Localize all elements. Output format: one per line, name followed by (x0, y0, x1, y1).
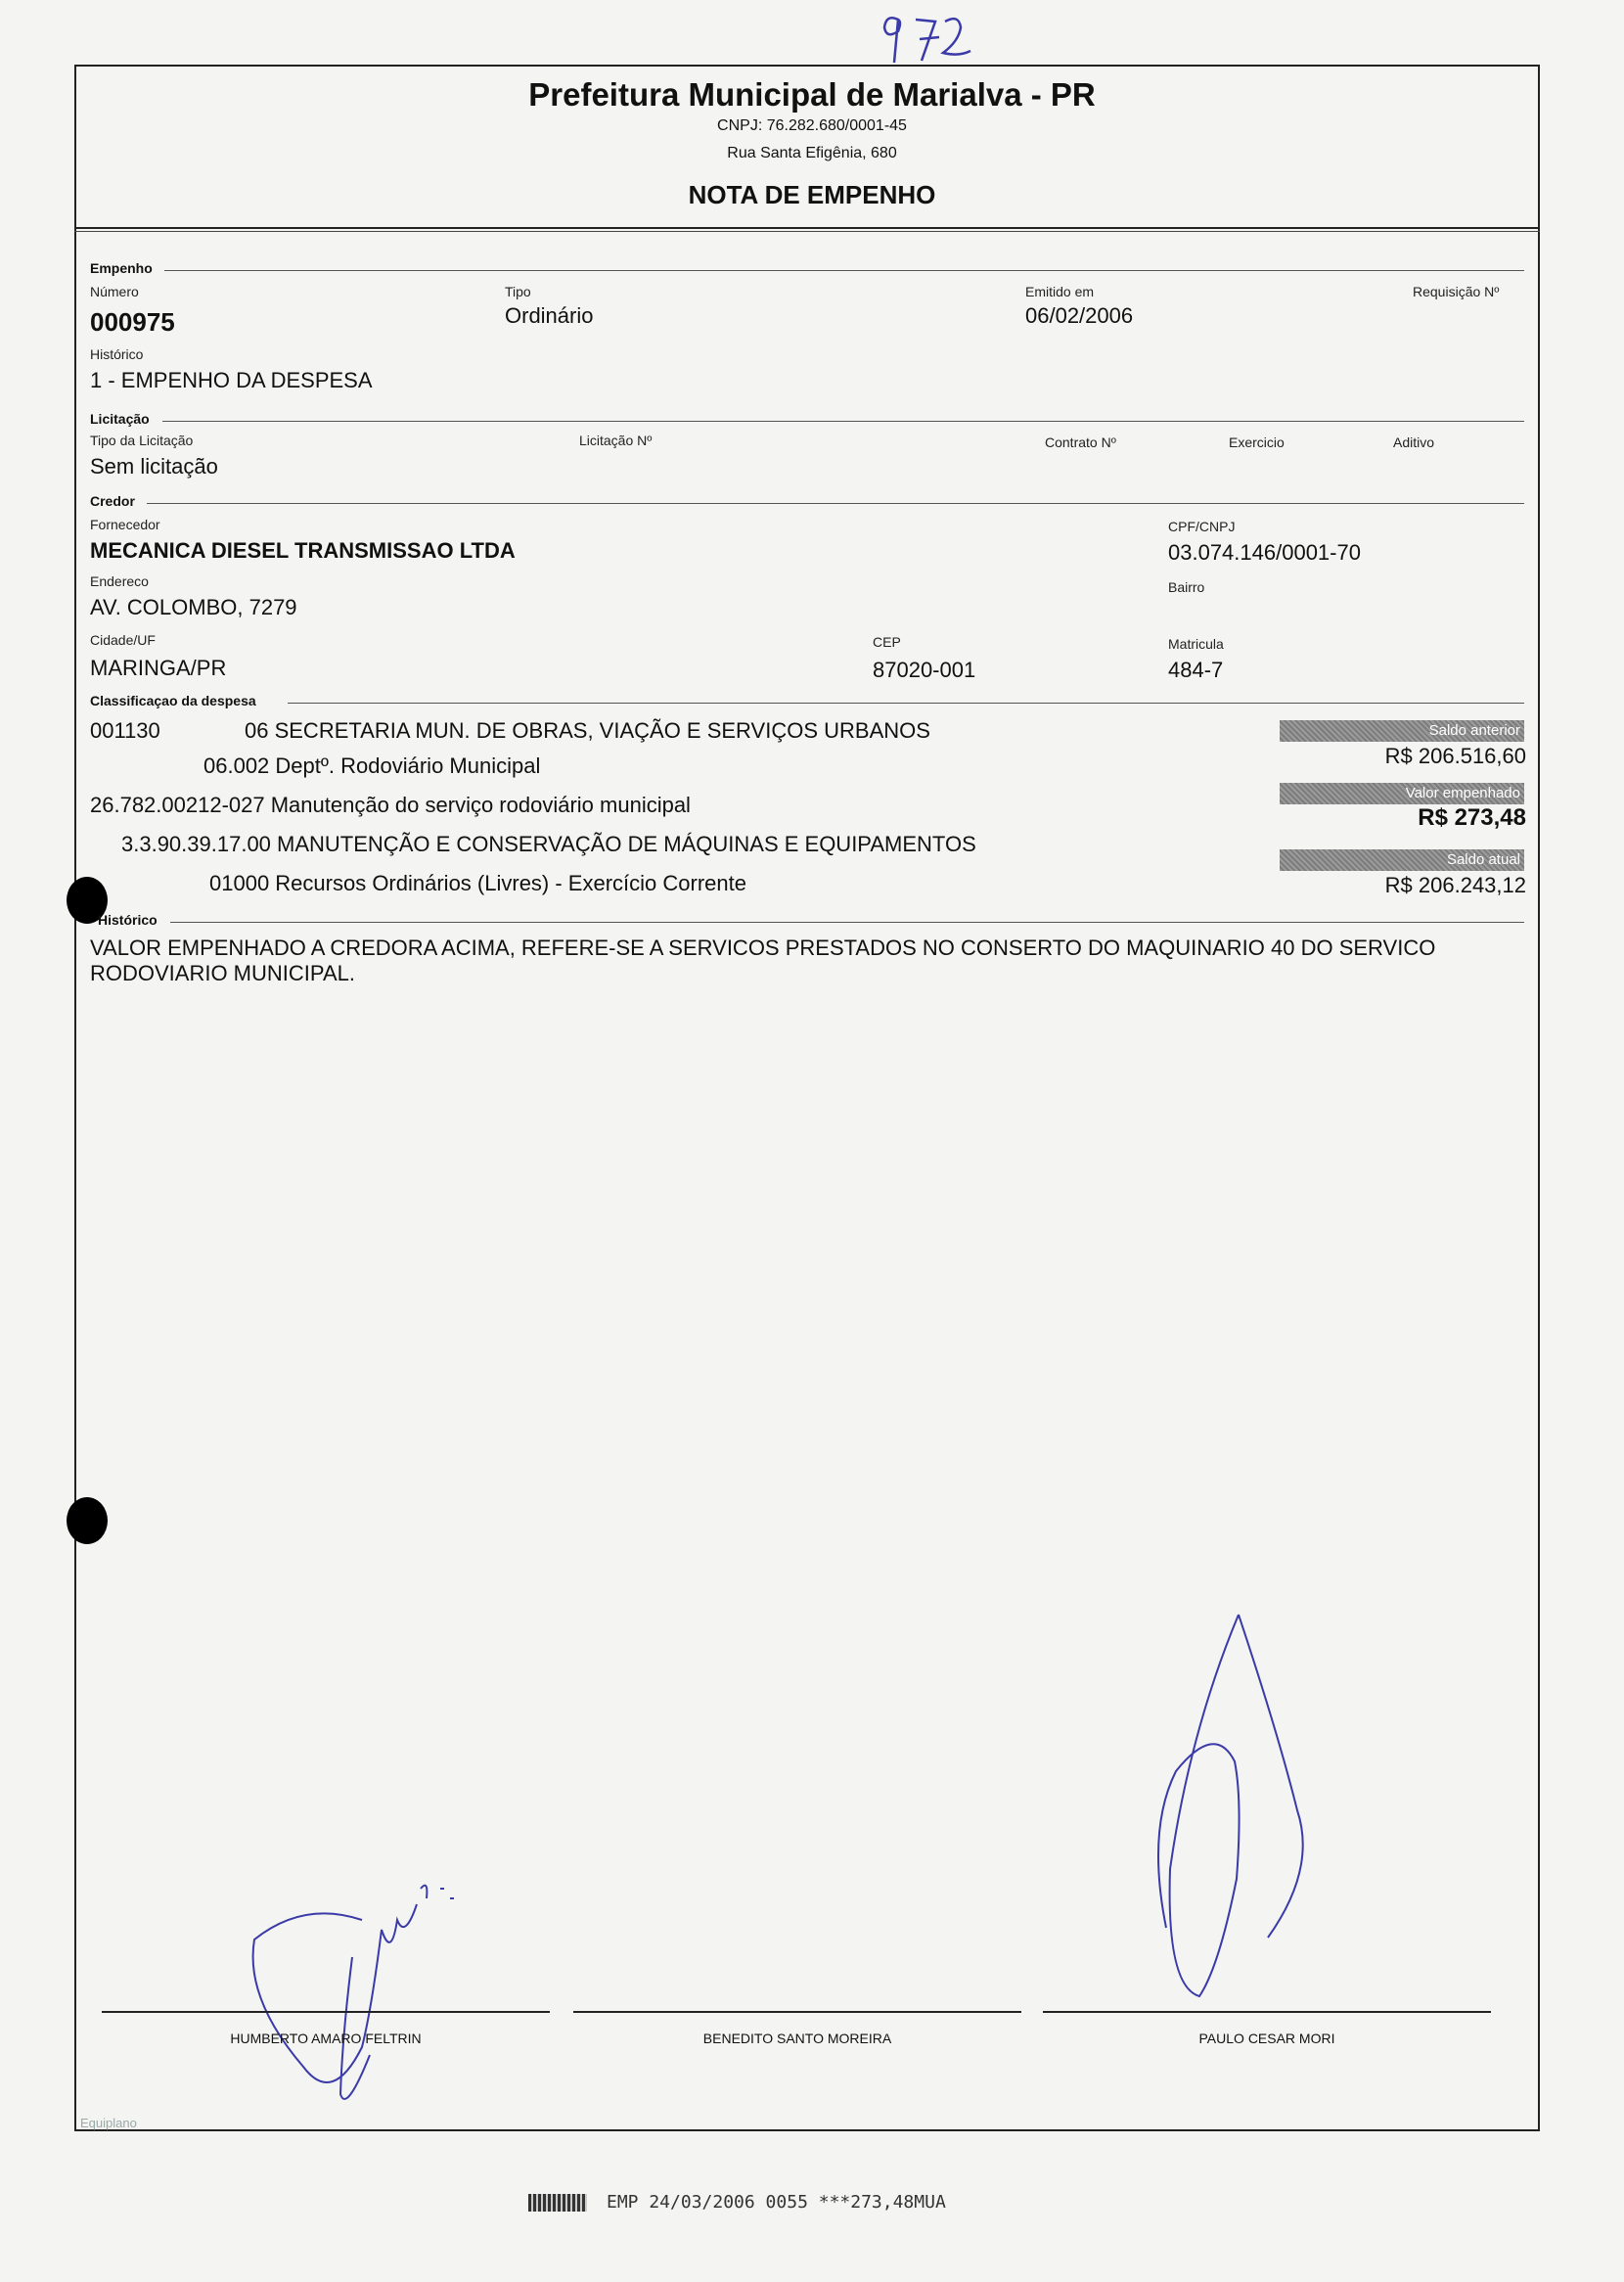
funcional-text: 26.782.00212-027 Manutenção do serviço rodoviário municipal (90, 793, 691, 817)
numero-label: Número (90, 284, 139, 299)
tipo-licitacao-label: Tipo da Licitação (90, 433, 194, 448)
cnpj-text: CNPJ: 76.282.680/0001-45 (717, 117, 907, 134)
header-divider (74, 227, 1540, 229)
recurso-text: 01000 Recursos Ordinários (Livres) - Exercício Corrente (209, 871, 746, 895)
requisicao-label: Requisição Nº (1413, 284, 1500, 299)
section-rule (170, 922, 1524, 923)
emitido-value: 06/02/2006 (1025, 303, 1134, 328)
section-historico: Histórico (98, 912, 158, 928)
punch-hole (67, 1497, 108, 1544)
saldo-anterior-value: R$ 206.516,60 (1384, 744, 1526, 768)
stamp-barcode (528, 2194, 587, 2212)
signature-handwritten (1145, 1605, 1321, 2016)
signature-line (573, 2011, 1021, 2013)
endereco-value: AV. COLOMBO, 7279 (90, 595, 297, 619)
numero-value: 000975 (90, 307, 175, 337)
saldo-atual-value: R$ 206.243,12 (1384, 873, 1526, 897)
emitido-label: Emitido em (1025, 284, 1095, 299)
aditivo-label: Aditivo (1393, 434, 1435, 450)
section-credor: Credor (90, 493, 135, 509)
matricula-label: Matricula (1168, 636, 1224, 652)
tipo-value: Ordinário (505, 303, 594, 328)
orgao-text: 06 SECRETARIA MUN. DE OBRAS, VIAÇÃO E SERVIÇOS URBANOS (245, 718, 930, 743)
signature-handwritten (215, 1859, 509, 2153)
saldo-anterior-label: Saldo anterior (1280, 720, 1524, 742)
document-title: NOTA DE EMPENHO (688, 180, 936, 209)
historico-label: Histórico (90, 346, 144, 362)
saldo-atual-label: Saldo atual (1280, 849, 1524, 871)
signature-line (102, 2011, 550, 2013)
section-licitacao: Licitação (90, 411, 150, 427)
signatory-name: HUMBERTO AMARO FELTRIN (230, 2031, 422, 2046)
cidade-value: MARINGA/PR (90, 656, 227, 680)
valor-empenhado-value: R$ 273,48 (1418, 804, 1526, 831)
cpf-value: 03.074.146/0001-70 (1168, 540, 1361, 565)
fornecedor-label: Fornecedor (90, 517, 160, 532)
historico-value: 1 - EMPENHO DA DESPESA (90, 368, 373, 392)
bairro-label: Bairro (1168, 579, 1205, 595)
cidade-label: Cidade/UF (90, 632, 156, 648)
cpf-label: CPF/CNPJ (1168, 519, 1236, 534)
address-text: Rua Santa Efigênia, 680 (727, 145, 897, 161)
orgao-code: 001130 (90, 718, 160, 743)
contrato-label: Contrato Nº (1045, 434, 1116, 450)
unidade-text: 06.002 Deptº. Rodoviário Municipal (203, 753, 541, 778)
cep-label: CEP (873, 634, 901, 650)
valor-empenhado-label: Valor empenhado (1280, 783, 1524, 804)
section-rule (147, 503, 1524, 504)
tipo-label: Tipo (505, 284, 531, 299)
cep-value: 87020-001 (873, 658, 976, 682)
signatory-name: PAULO CESAR MORI (1198, 2031, 1335, 2046)
elemento-text: 3.3.90.39.17.00 MANUTENÇÃO E CONSERVAÇÃO DE MÁQUINAS E EQUIPAMENTOS (121, 832, 976, 856)
fornecedor-value: MECANICA DIESEL TRANSMISSAO LTDA (90, 538, 516, 563)
section-rule (288, 703, 1524, 704)
page-title: Prefeitura Municipal de Marialva - PR (528, 76, 1096, 113)
section-rule (164, 270, 1524, 271)
header-divider-thin (74, 231, 1540, 232)
section-classificacao: Classificaçao da despesa (90, 693, 256, 708)
historico-line1: VALOR EMPENHADO A CREDORA ACIMA, REFERE-SE A SERVICOS PRESTADOS NO CONSERTO DO MAQUINARIO 40 DO SERVICO (90, 936, 1436, 960)
signature-line (1043, 2011, 1491, 2013)
stamp-text: EMP 24/03/2006 0055 ***273,48MUA (607, 2192, 946, 2213)
section-rule (162, 421, 1524, 422)
software-watermark: Equiplano (80, 2116, 137, 2130)
licitacao-numero-label: Licitação Nº (579, 433, 653, 448)
historico-line2: RODOVIARIO MUNICIPAL. (90, 961, 355, 985)
tipo-licitacao-value: Sem licitação (90, 454, 218, 479)
matricula-value: 484-7 (1168, 658, 1224, 682)
section-empenho: Empenho (90, 260, 153, 276)
signatory-name: BENEDITO SANTO MOREIRA (702, 2031, 892, 2046)
endereco-label: Endereco (90, 573, 149, 589)
exercicio-label: Exercicio (1229, 434, 1285, 450)
